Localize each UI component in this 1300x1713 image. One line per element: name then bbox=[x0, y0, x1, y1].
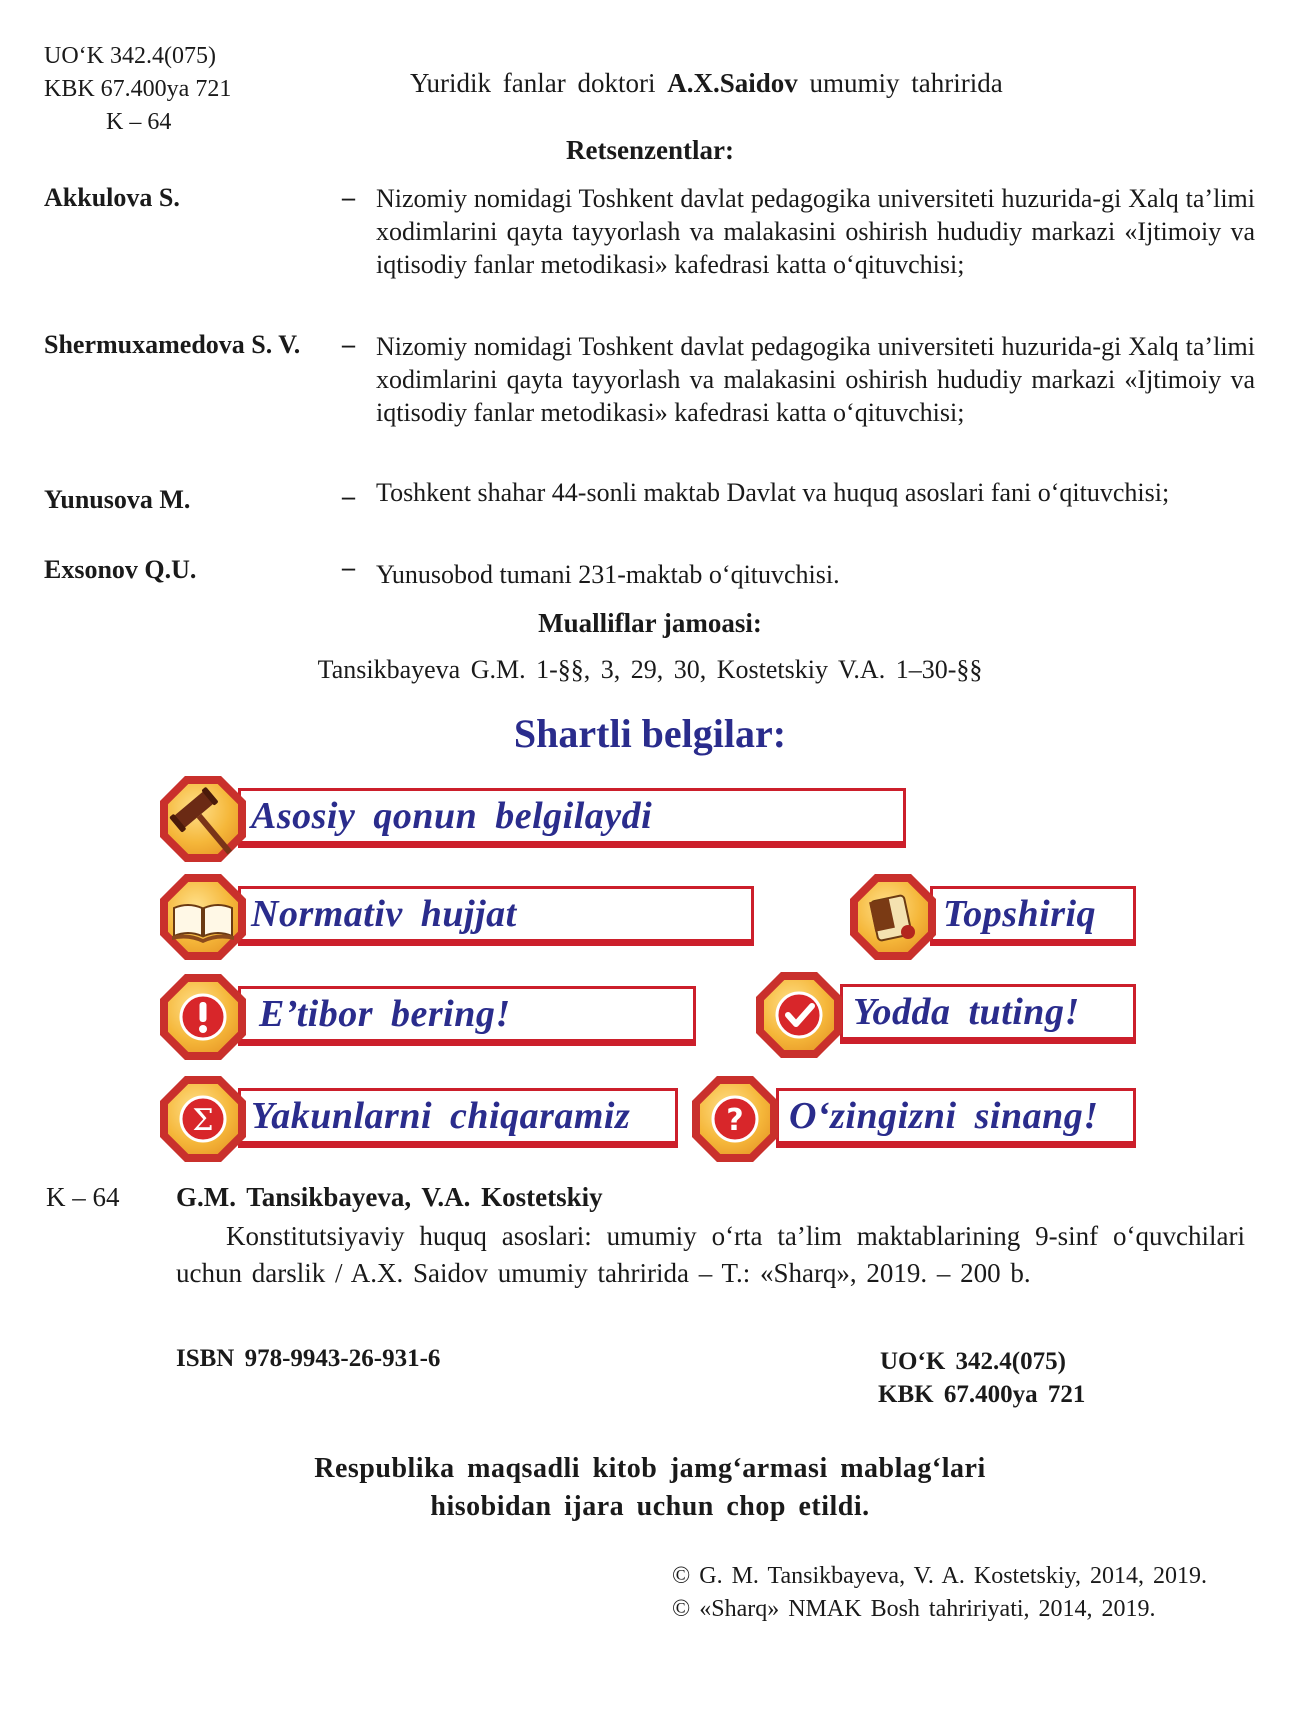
reviewer-name: Shermuxamedova S. V. bbox=[44, 330, 301, 359]
legend-label: O‘zingizni sinang! bbox=[789, 1095, 1099, 1137]
reviewers-heading: Retsenzentlar: bbox=[566, 135, 734, 165]
funding-note bbox=[0, 1450, 1300, 1526]
book-description: Konstitutsiyaviy huquq asoslari: umumiy o‘rta ta’lim maktablarining 9-sinf o‘quvchilari uchun darslik / A.X. Saidov umumiy tahririda – T.: «Sharq», 2019. – 200 b. bbox=[176, 1221, 1245, 1288]
udc-code: UO‘K 342.4(075) bbox=[44, 43, 216, 69]
checkmark-icon bbox=[756, 972, 842, 1058]
reviewer-affiliation: Nizomiy nomidagi Toshkent davlat pedagogika universiteti huzurida-gi Xalq ta’limi xodimlarini qayta tayyorlash va malakasini oshirish hududiy markazi «Ijtimoiy va iqtisodiy fanlar metodikasi» kafedrasi katta o‘qituvchisi; bbox=[376, 332, 1255, 427]
legend-badge bbox=[756, 972, 842, 1058]
reviewer-name: Exsonov Q.U. bbox=[44, 555, 197, 584]
bbk-code: KBK 67.400ya 721 bbox=[878, 1381, 1086, 1408]
reviewer-name: Yunusova M. bbox=[44, 485, 191, 514]
legend-bar bbox=[776, 1088, 1136, 1144]
exclamation-icon bbox=[160, 974, 246, 1060]
legend-label: Normativ hujjat bbox=[251, 893, 517, 935]
funding-line: hisobidan ijara uchun chop etildi. bbox=[430, 1491, 870, 1522]
legend-bar bbox=[840, 984, 1136, 1040]
authors-heading: Mualliflar jamoasi: bbox=[538, 608, 762, 638]
reviewer-affiliation: Yunusobod tumani 231-maktab o‘qituvchisi. bbox=[376, 560, 840, 589]
classification-codes bbox=[880, 1345, 1085, 1411]
legend-badge bbox=[692, 1076, 778, 1162]
legend-label: Yodda tuting! bbox=[853, 991, 1080, 1033]
legend-badge bbox=[160, 776, 246, 862]
svg-text:?: ? bbox=[726, 1103, 744, 1138]
editor-line bbox=[410, 68, 1003, 99]
reviewer-affiliation: Nizomiy nomidagi Toshkent davlat pedagogika universiteti huzurida-gi Xalq ta’limi xodimlarini qayta tayyorlash va malakasini oshirish hududiy markazi «Ijtimoiy va iqtisodiy fanlar metodikasi» kafedrasi katta o‘qituvchisi; bbox=[376, 184, 1255, 279]
legend-bar bbox=[930, 886, 1136, 942]
legend-bar bbox=[238, 986, 696, 1042]
legend-title: Shartli belgilar: bbox=[513, 711, 787, 756]
legend-badge bbox=[850, 874, 936, 960]
legend-bar bbox=[238, 1088, 678, 1144]
copyright-line: © «Sharq» NMAK Bosh tahririyati, 2014, 2019. bbox=[672, 1596, 1156, 1622]
author-mark: K – 64 bbox=[46, 1182, 120, 1212]
legend-label: Topshiriq bbox=[943, 893, 1097, 935]
reviewer-dash: – bbox=[342, 330, 355, 359]
copyright-line: © G. M. Tansikbayeva, V. A. Kostetskiy, 2014, 2019. bbox=[672, 1563, 1207, 1589]
copyright bbox=[672, 1560, 1207, 1626]
legend-badge bbox=[160, 874, 246, 960]
classification-codes bbox=[44, 40, 231, 139]
bbk-code: KBK 67.400ya 721 bbox=[44, 76, 232, 102]
isbn: ISBN 978-9943-26-931-6 bbox=[176, 1345, 441, 1372]
legend-label: E’tibor bering! bbox=[259, 993, 511, 1035]
legend-label: Yakunlarni chiqaramiz bbox=[251, 1095, 631, 1137]
book-authors: G.M. Tansikbayeva, V.A. Kostetskiy bbox=[176, 1182, 603, 1212]
reviewer-dash: – bbox=[342, 482, 355, 511]
editor-name: A.X.Saidov bbox=[667, 68, 798, 98]
udc-code: UO‘K 342.4(075) bbox=[880, 1348, 1066, 1375]
legend-badge bbox=[160, 974, 246, 1060]
legend-bar bbox=[238, 886, 754, 942]
funding-line: Respublika maqsadli kitob jamg‘armasi mablag‘lari bbox=[314, 1453, 986, 1484]
question-icon bbox=[692, 1076, 778, 1162]
reviewer-name: Akkulova S. bbox=[44, 183, 180, 212]
open-book-icon bbox=[160, 874, 246, 960]
legend-bar bbox=[238, 788, 906, 844]
editor-prefix: Yuridik fanlar doktori bbox=[410, 68, 656, 98]
gavel-icon bbox=[160, 776, 246, 862]
authors-text: Tansikbayeva G.M. 1-§§, 3, 29, 30, Kostetskiy V.A. 1–30-§§ bbox=[317, 655, 983, 684]
legend-badge bbox=[160, 1076, 246, 1162]
sigma-icon bbox=[160, 1076, 246, 1162]
legend-label: Asosiy qonun belgilaydi bbox=[251, 795, 653, 837]
reviewer-dash: – bbox=[342, 553, 355, 582]
editor-suffix: umumiy tahririda bbox=[809, 68, 1003, 98]
svg-text:Σ: Σ bbox=[192, 1103, 214, 1138]
reviewer-affiliation: Toshkent shahar 44-sonli maktab Davlat va huquq asoslari fani o‘qituvchisi; bbox=[376, 478, 1170, 507]
scroll-icon bbox=[850, 874, 936, 960]
author-mark: K – 64 bbox=[106, 109, 172, 135]
reviewer-dash: – bbox=[342, 183, 355, 212]
